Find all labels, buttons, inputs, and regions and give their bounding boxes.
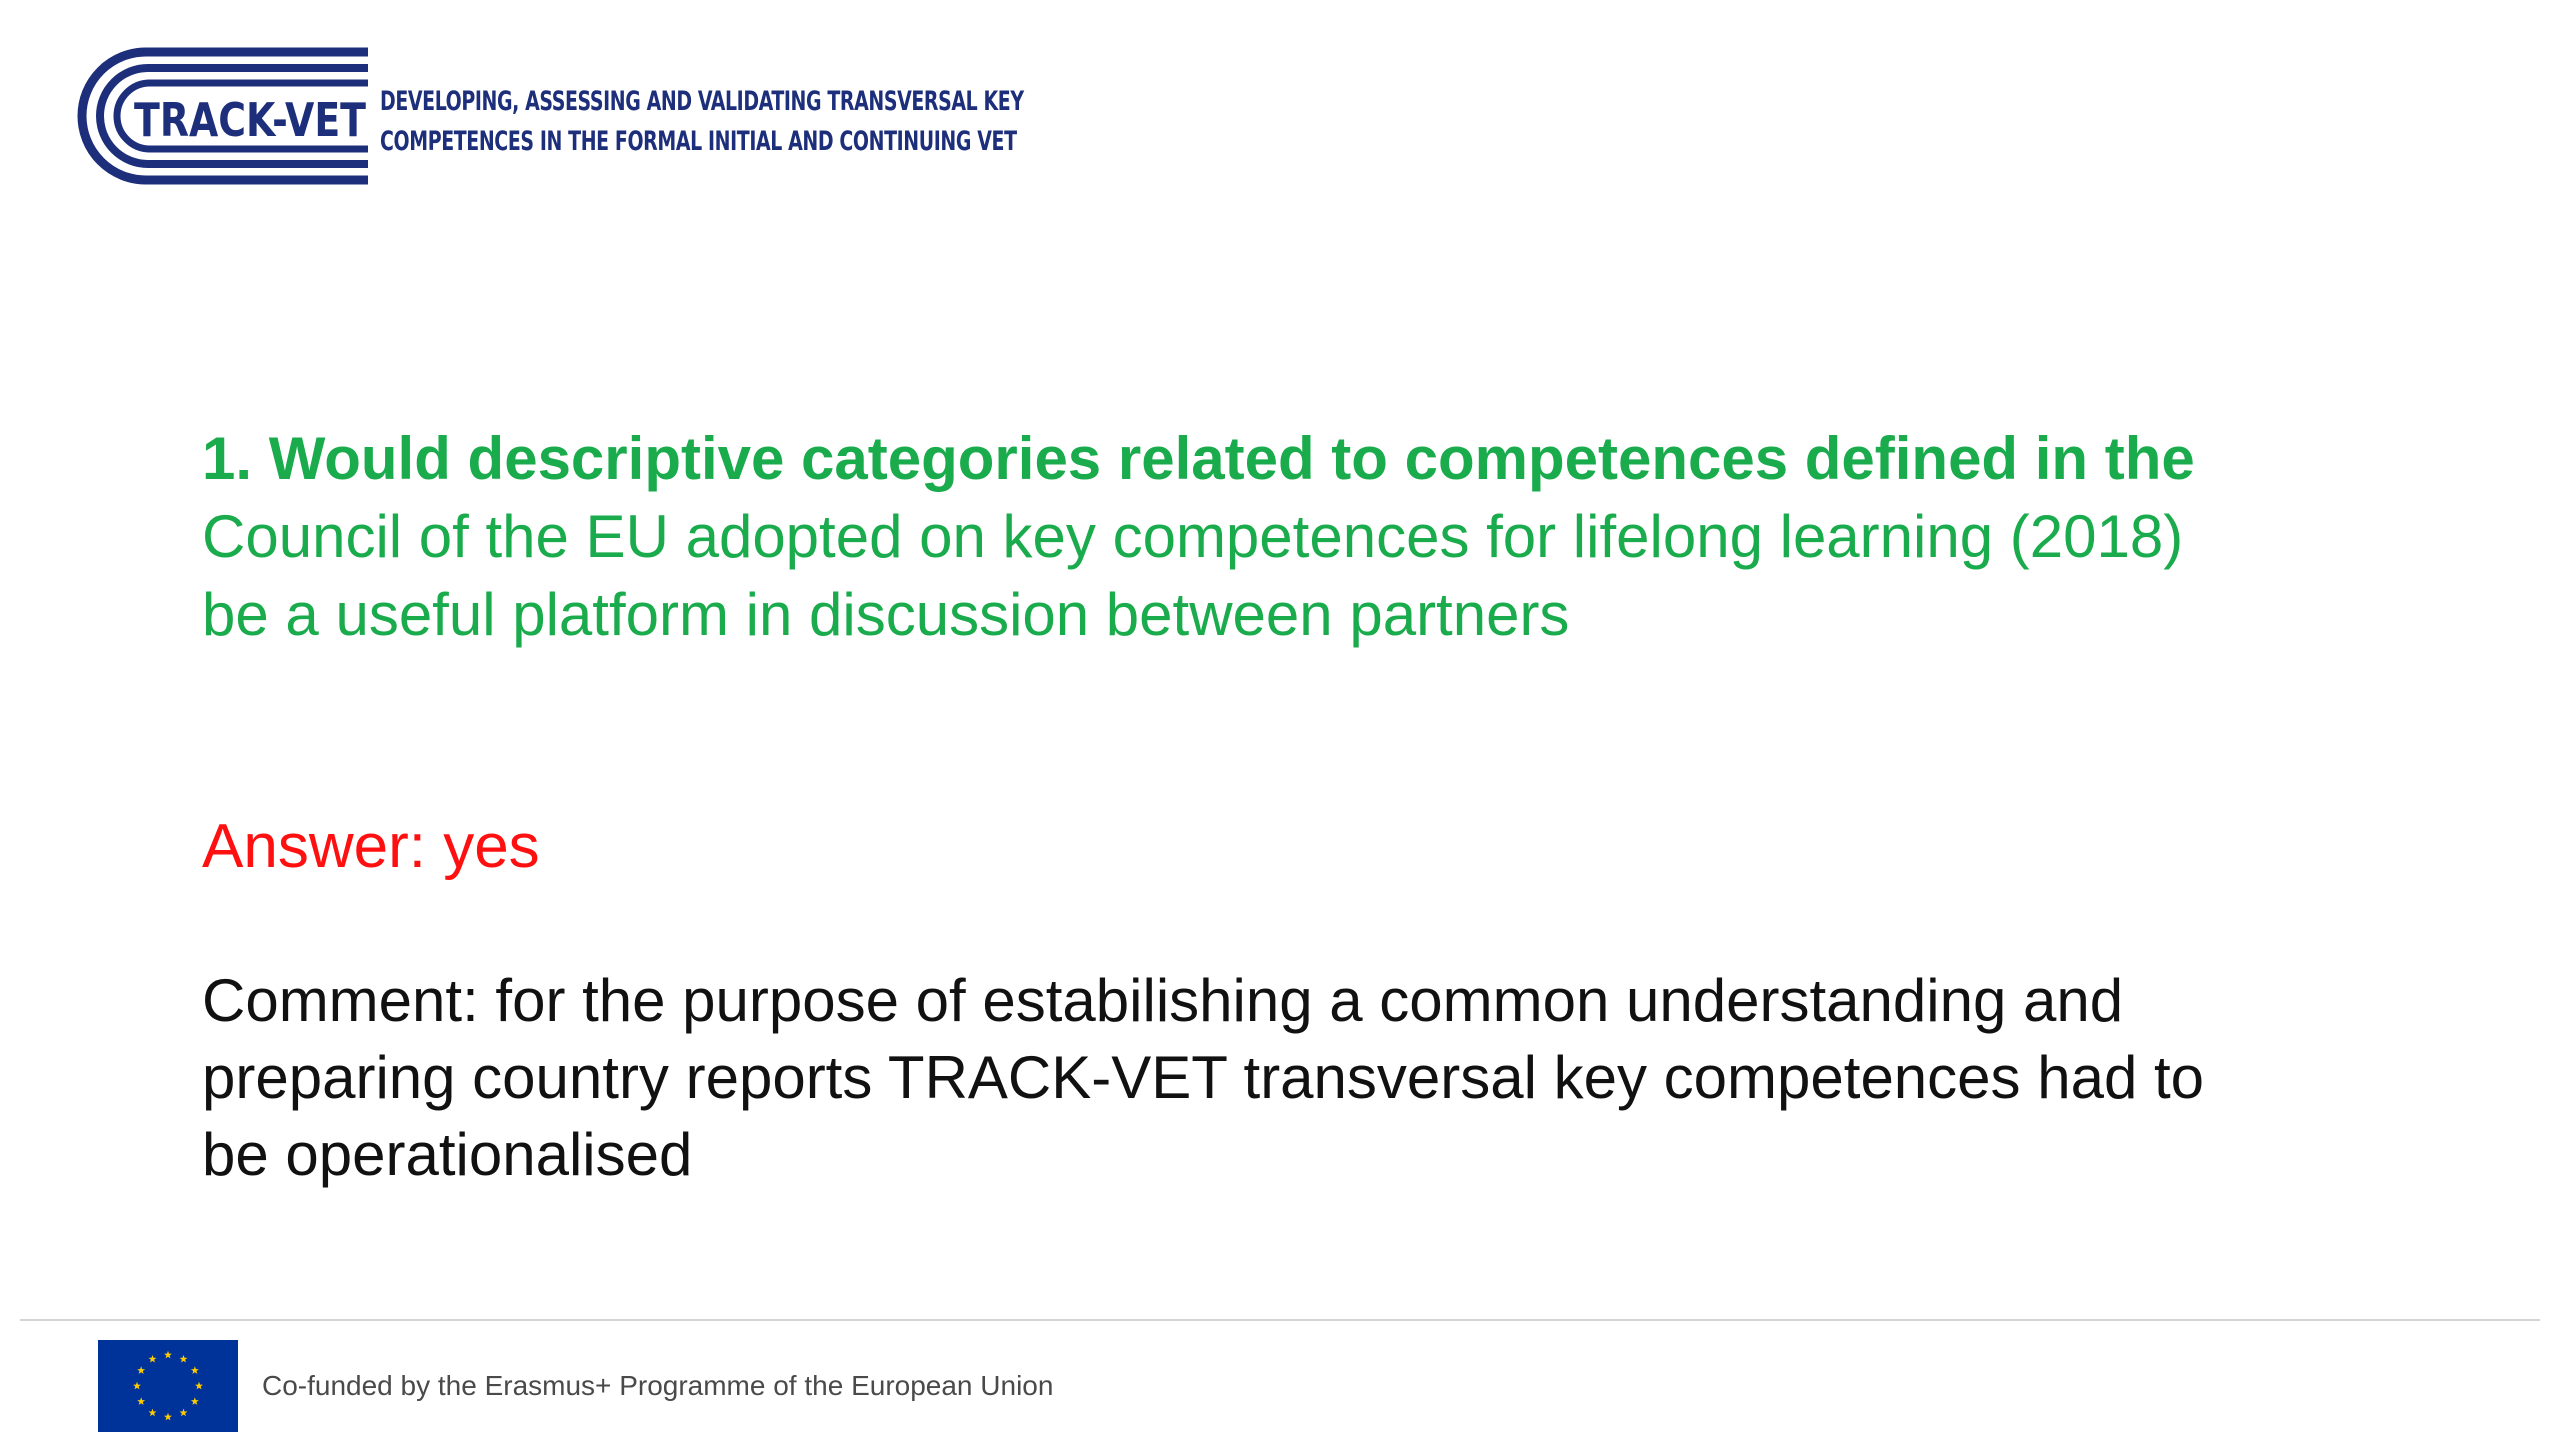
comment-line-2: preparing country reports TRACK-VET transversal key competences had to [202, 1044, 2205, 1111]
question-block [202, 420, 2402, 654]
eu-flag-icon [98, 1340, 238, 1432]
logo-text: TRACK-VET [134, 93, 367, 147]
comment-line-1: Comment: for the purpose of estabilishing a common understanding and [202, 967, 2124, 1034]
header-tagline [380, 82, 1024, 162]
funding-text: Co-funded by the Erasmus+ Programme of the European Union [262, 1370, 1054, 1401]
answer-text: Answer: yes [202, 812, 540, 881]
question-line-2: be a useful platform in discussion between partners [202, 581, 1570, 648]
comment-line-3: be operationalised [202, 1121, 693, 1188]
question-line-1: Council of the EU adopted on key competences for lifelong learning (2018) [202, 503, 2184, 570]
question-text [202, 420, 2402, 654]
question-title: 1. Would descriptive categories related to competences defined in the [202, 425, 2195, 492]
footer-divider [20, 1319, 2540, 1321]
tagline-line-2: COMPETENCES IN THE FORMAL INITIAL AND CONTINUING VET [380, 126, 1017, 157]
tagline-line-1: DEVELOPING, ASSESSING AND VALIDATING TRANSVERSAL KEY [380, 86, 1024, 117]
comment-text [202, 962, 2452, 1193]
track-vet-logo-icon [76, 46, 376, 190]
